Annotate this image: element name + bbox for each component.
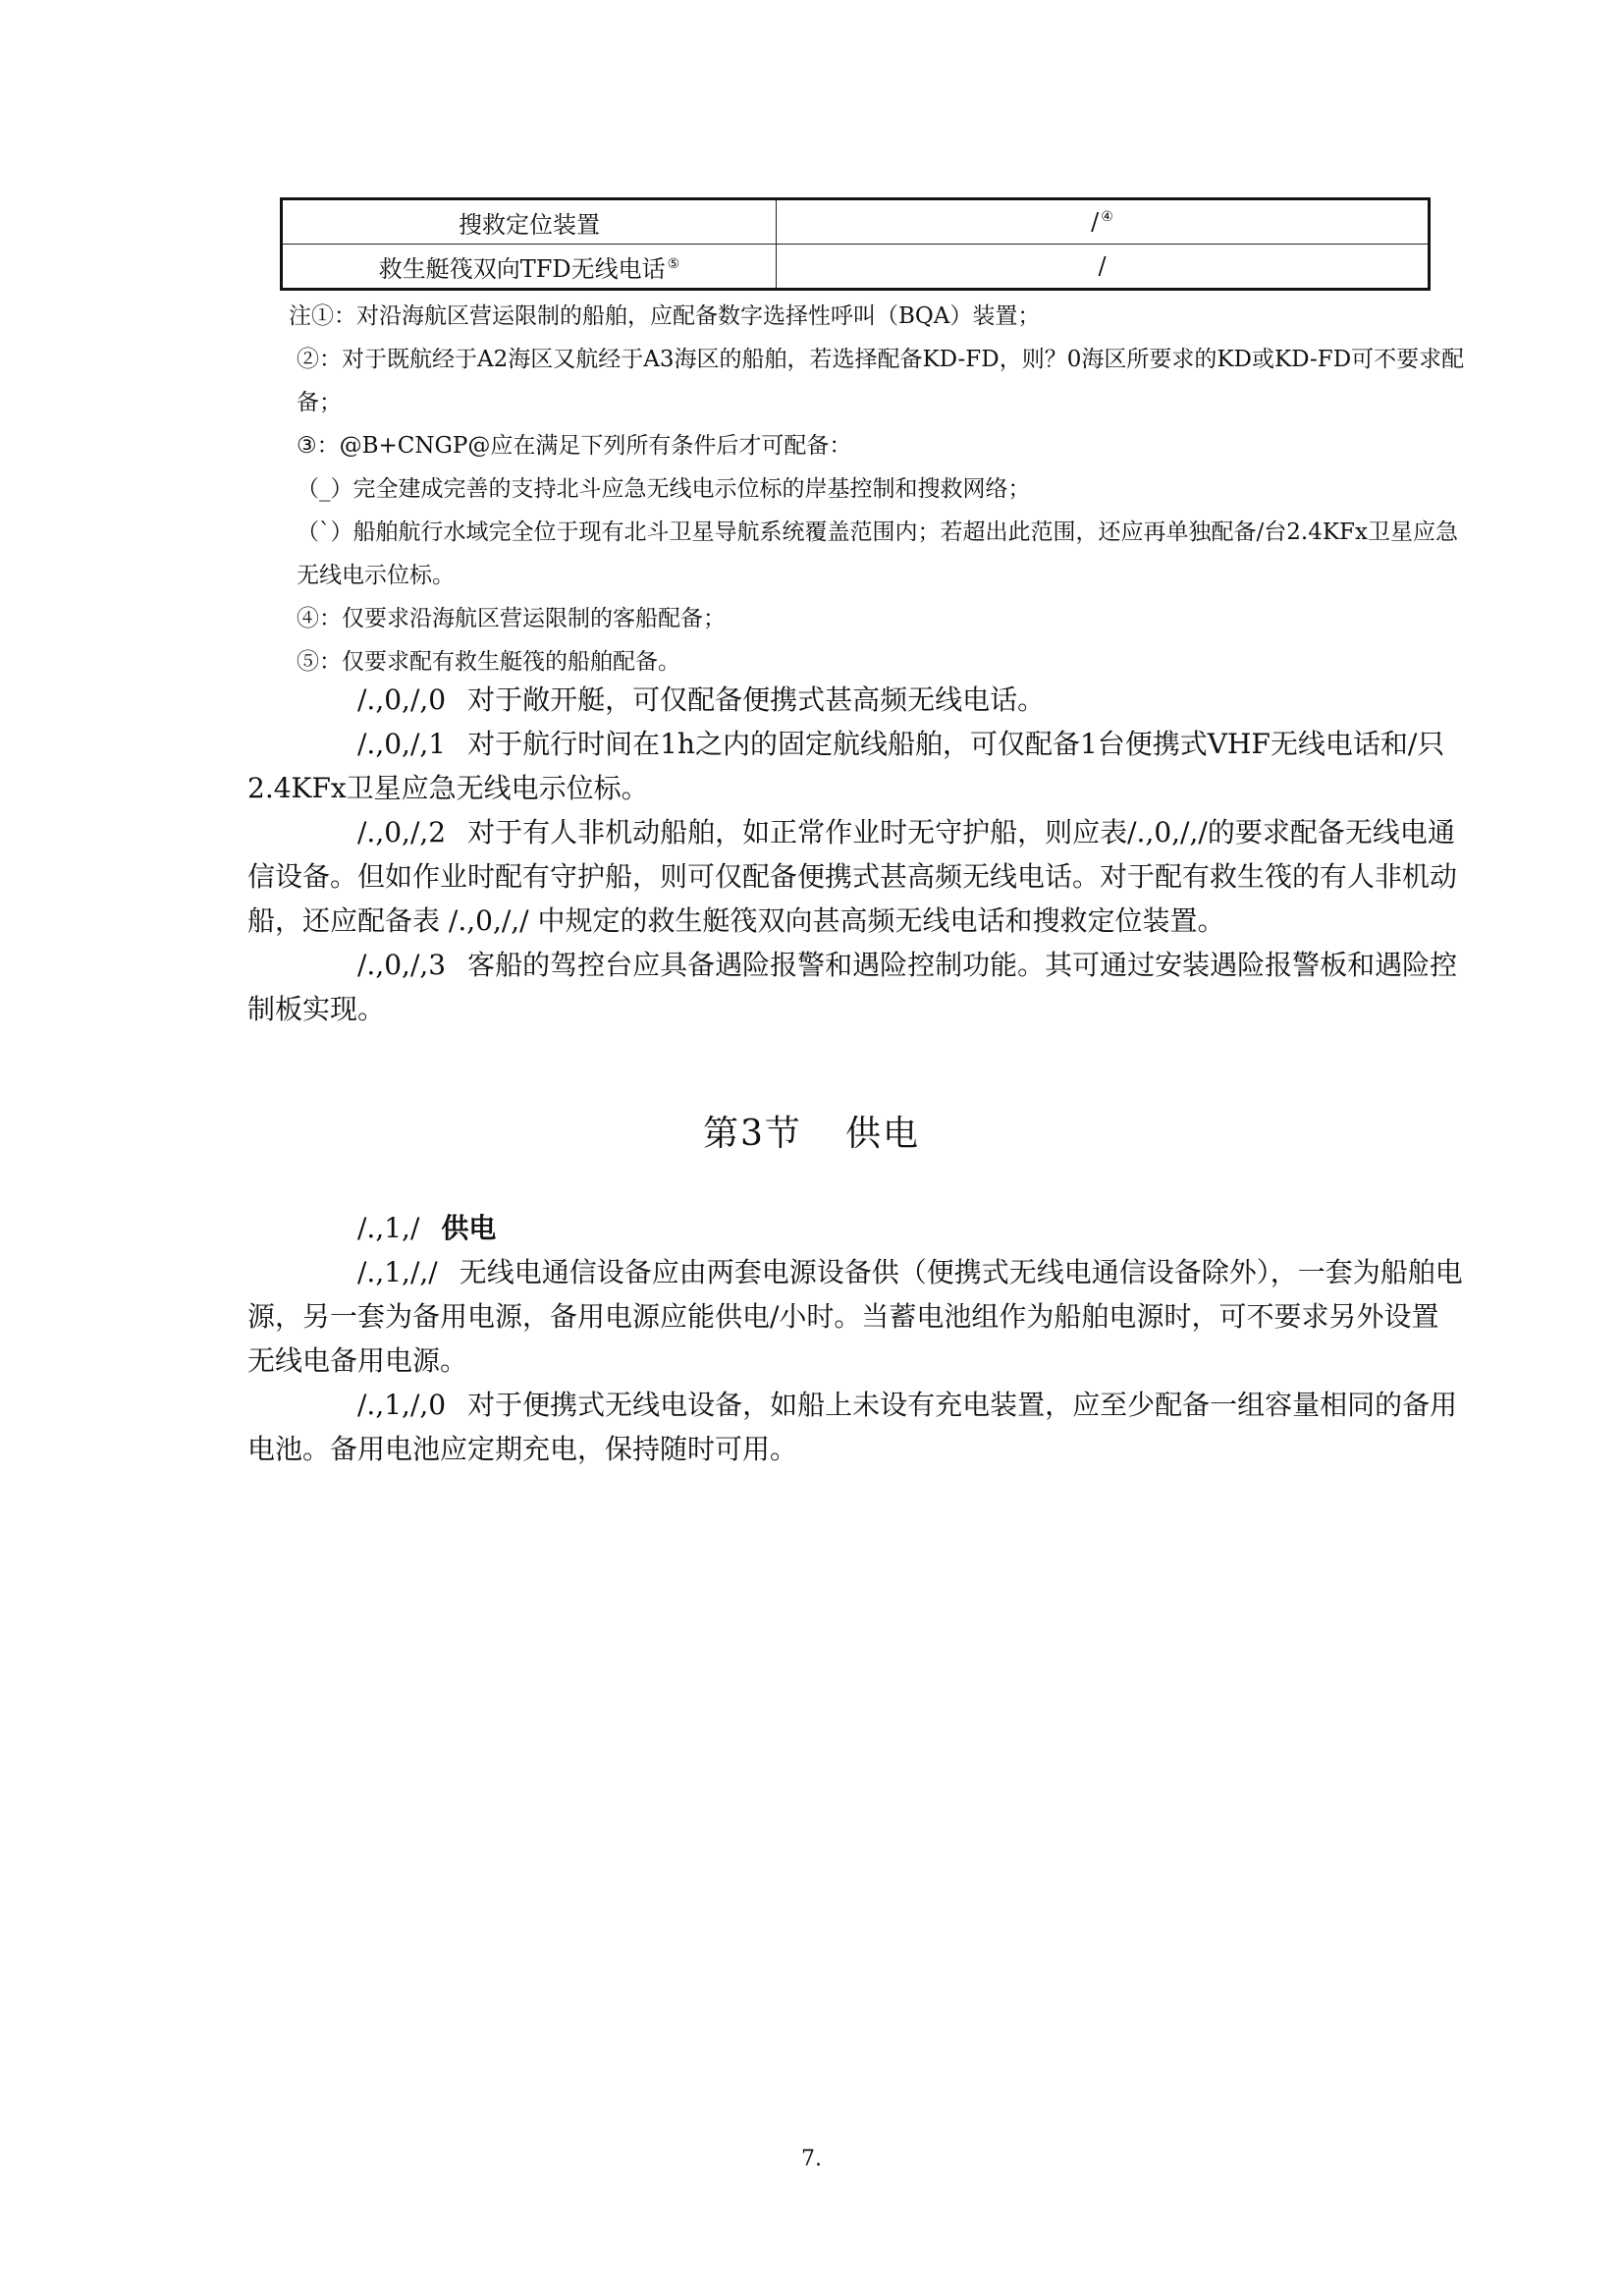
table-row	[282, 199, 1430, 245]
power-clauses	[247, 1206, 1465, 1471]
note: （_）完全建成完善的支持北斗应急无线电示位标的岸基控制和搜救网络；	[297, 476, 1031, 502]
clause-number: /.,0,/,0	[357, 683, 447, 716]
table-cell: 救生艇筏双向TFD无线电话 ⑤	[282, 245, 777, 290]
clause-number: /.,0,/,3	[357, 949, 447, 981]
note: ②：对于既航经于A2海区又航经于A3海区的船舶，若选择配备KD-FD，则？0海区所要求的KD或KD-FD可不要求配备；	[297, 347, 1465, 415]
clause-number: /.,0,/,1	[357, 728, 447, 760]
note: 注①：对沿海航区营运限制的船舶，应配备数字选择性呼叫（BQA）装置；	[289, 303, 1041, 329]
clause	[247, 678, 1465, 722]
clause-text: 无线电通信设备应由两套电源设备供（便携式无线电通信设备除外），一套为船舶电源，另一套为备用电源，备用电源应能供电/小时。当蓄电池组作为船舶电源时，可不要求另外设置无线电备用电源。	[247, 1256, 1463, 1377]
note: ⑤：仅要求配有救生艇筏的船舶配备。	[297, 649, 680, 675]
table-row	[282, 245, 1430, 290]
clause-text: 对于敞开艇，可仅配备便携式甚高频无线电话。	[467, 683, 1046, 716]
clause	[247, 1250, 1465, 1383]
page-number: 7.	[801, 2147, 822, 2171]
clause-text: 对于航行时间在1h之内的固定航线船舶，可仅配备1台便携式VHF无线电话和/只2.4KFx卫星应急无线电示位标。	[247, 728, 1445, 804]
clauses	[247, 678, 1465, 1031]
table-cell: / ④	[777, 199, 1430, 245]
equipment-table	[280, 197, 1431, 291]
clause-heading-title: 供电	[441, 1212, 497, 1244]
clause-number: /.,0,/,2	[357, 816, 447, 848]
clause	[247, 722, 1465, 810]
footnote-marker: ④	[1101, 209, 1113, 225]
clause	[247, 1383, 1465, 1471]
clause-heading	[247, 1206, 1465, 1250]
clause-number: /.,1,/,/	[357, 1256, 438, 1288]
section-number: 第3节	[703, 1114, 802, 1154]
clause-text: 对于有人非机动船舶，如正常作业时无守护船，则应表/.,0,/,/的要求配备无线电通信设备。但如作业时配有守护船，则可仅配备便携式甚高频无线电话。对于配有救生筏的有人非机动船，还应配备表 /.,0,/,/ 中规定的救生艇筏双向甚高频无线电话和搜救定位装置。	[247, 816, 1458, 937]
note: （`）船舶航行水域完全位于现有北斗卫星导航系统覆盖范围内；若超出此范围，还应再单独配备/台2.4KFx卫星应急无线电示位标。	[297, 519, 1458, 588]
note: ③：@B+CNGP@应在满足下列所有条件后才可配备：	[297, 433, 852, 459]
table-notes	[247, 295, 1465, 683]
table-cell: /	[777, 245, 1430, 290]
clause	[247, 810, 1465, 943]
section-name: 供电	[844, 1114, 920, 1154]
note: ④：仅要求沿海航区营运限制的客船配备；	[297, 606, 726, 631]
clause-text: 客船的驾控台应具备遇险报警和遇险控制功能。其可通过安装遇险报警板和遇险控制板实现。	[247, 949, 1458, 1025]
clause	[247, 943, 1465, 1031]
table-cell: 搜救定位装置	[282, 199, 777, 245]
section-title	[0, 1106, 1623, 1156]
clause-number: /.,1,/	[357, 1212, 420, 1244]
footnote-marker: ⑤	[667, 255, 680, 272]
clause-number: /.,1,/,0	[357, 1389, 447, 1421]
clause-text: 对于便携式无线电设备，如船上未设有充电装置，应至少配备一组容量相同的备用电池。备用电池应定期充电，保持随时可用。	[247, 1389, 1458, 1465]
